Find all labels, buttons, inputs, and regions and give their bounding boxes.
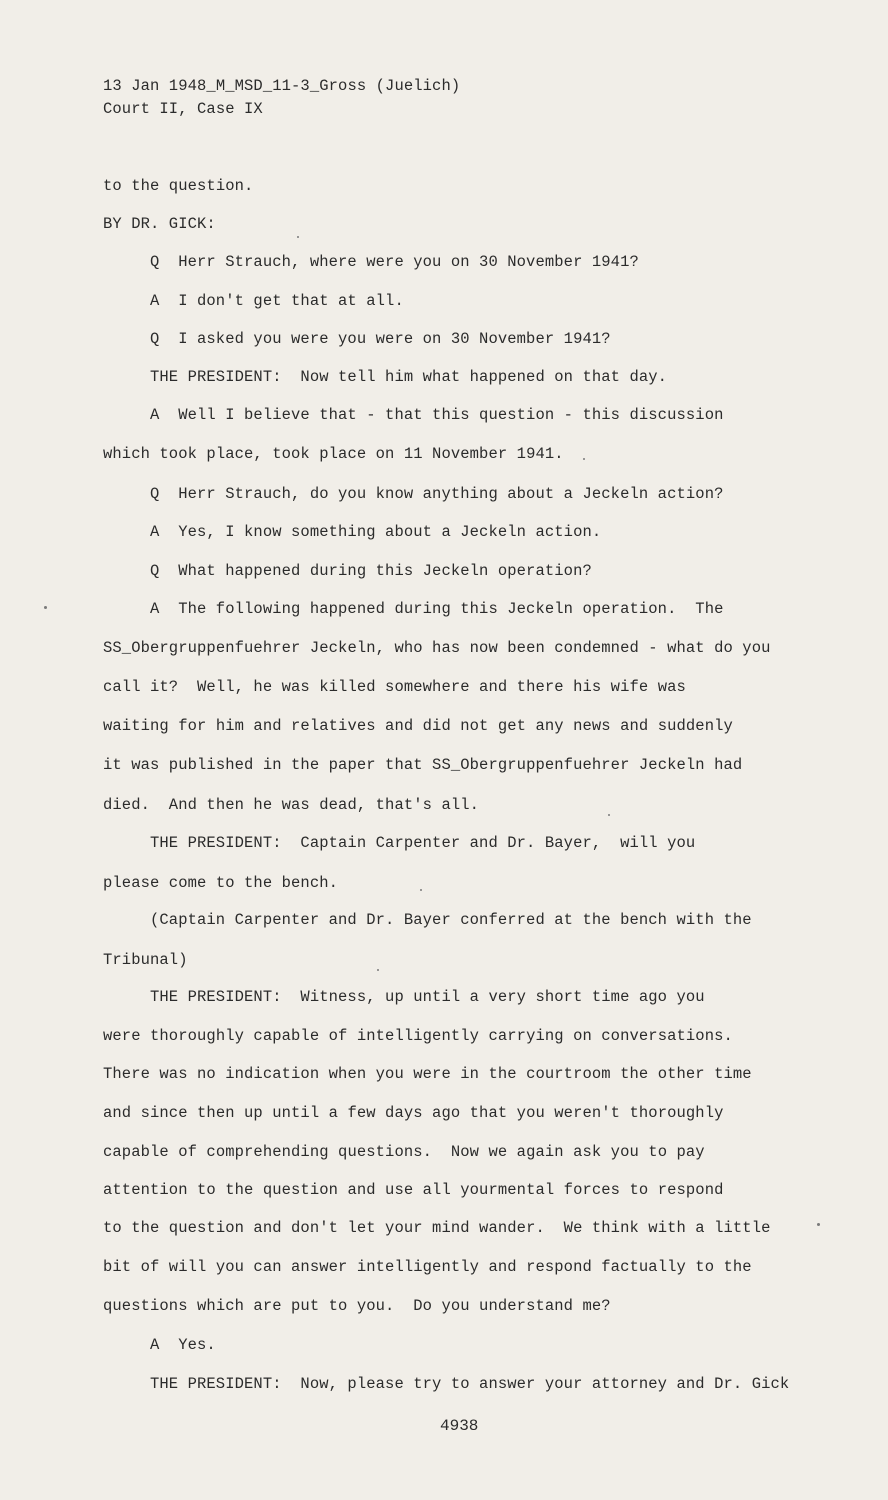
transcript-line: A Yes. — [150, 1336, 216, 1354]
transcript-line: THE PRESIDENT: Witness, up until a very short time ago you — [150, 988, 705, 1006]
transcript-line: SS_Obergruppenfuehrer Jeckeln, who has now been condemned - what do you — [103, 639, 771, 657]
page-number: 4938 — [440, 1417, 479, 1435]
transcript-line: waiting for him and relatives and did not get any news and suddenly — [103, 717, 733, 735]
paper-speck — [583, 458, 585, 460]
transcript-line: were thoroughly capable of intelligently carrying on conversations. — [103, 1027, 733, 1045]
transcript-line: THE PRESIDENT: Now, please try to answer your attorney and Dr. Gick — [150, 1375, 790, 1393]
transcript-line: it was published in the paper that SS_Obergruppenfuehrer Jeckeln had — [103, 756, 743, 774]
transcript-line: bit of will you can answer intelligently and respond factually to the — [103, 1258, 752, 1276]
transcript-line: please come to the bench. — [103, 874, 339, 892]
transcript-line: A The following happened during this Jeckeln operation. The — [150, 600, 724, 618]
transcript-line: attention to the question and use all yourmental forces to respond — [103, 1181, 724, 1199]
transcript-line: capable of comprehending questions. Now we again ask you to pay — [103, 1143, 705, 1161]
paper-speck — [297, 236, 299, 238]
header-court-line: Court II, Case IX — [103, 100, 263, 118]
paper-speck — [44, 606, 47, 609]
paper-speck — [420, 889, 422, 891]
transcript-line: A Well I believe that - that this question - this discussion — [150, 406, 724, 424]
transcript-line: A Yes, I know something about a Jeckeln action. — [150, 523, 602, 541]
paper-speck — [608, 814, 610, 816]
transcript-line: Q I asked you were you were on 30 November 1941? — [150, 330, 611, 348]
transcript-line: questions which are put to you. Do you understand me? — [103, 1297, 611, 1315]
transcript-line: died. And then he was dead, that's all. — [103, 796, 480, 814]
transcript-line: and since then up until a few days ago that you weren't thoroughly — [103, 1104, 724, 1122]
transcript-line: Q Herr Strauch, where were you on 30 November 1941? — [150, 253, 639, 271]
transcript-line: Q Herr Strauch, do you know anything about a Jeckeln action? — [150, 485, 724, 503]
transcript-line: which took place, took place on 11 November 1941. — [103, 445, 564, 463]
paper-speck — [817, 1223, 820, 1226]
transcript-line: Q What happened during this Jeckeln operation? — [150, 562, 592, 580]
transcript-line: There was no indication when you were in the courtroom the other time — [103, 1065, 752, 1083]
transcript-line: A I don't get that at all. — [150, 292, 404, 310]
header-session-line: 13 Jan 1948_M_MSD_11-3_Gross (Juelich) — [103, 77, 461, 95]
transcript-line: BY DR. GICK: — [103, 215, 216, 233]
paper-speck — [377, 969, 379, 971]
transcript-line: Tribunal) — [103, 951, 188, 969]
transcript-line: to the question and don't let your mind wander. We think with a little — [103, 1219, 771, 1237]
transcript-line: call it? Well, he was killed somewhere and there his wife was — [103, 678, 686, 696]
transcript-line: (Captain Carpenter and Dr. Bayer conferred at the bench with the — [150, 911, 752, 929]
transcript-line: THE PRESIDENT: Now tell him what happened on that day. — [150, 368, 668, 386]
transcript-line: to the question. — [103, 177, 254, 195]
transcript-line: THE PRESIDENT: Captain Carpenter and Dr. Bayer, will you — [150, 834, 696, 852]
